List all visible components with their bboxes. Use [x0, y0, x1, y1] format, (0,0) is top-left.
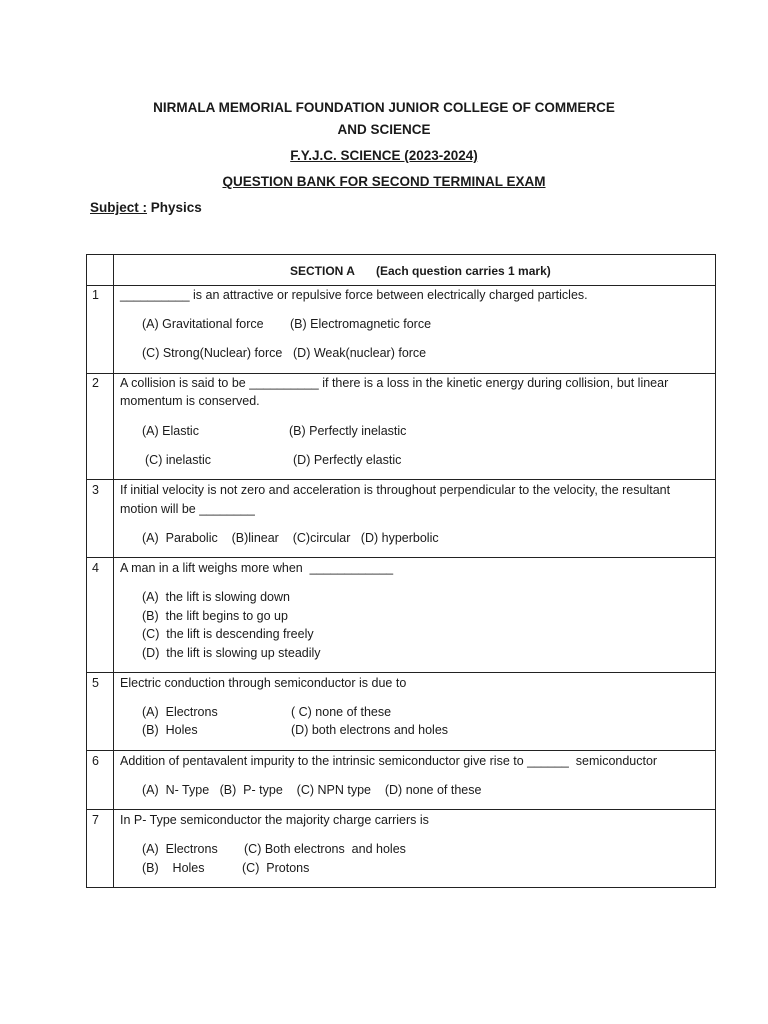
option: (A) the lift is slowing down [142, 590, 290, 604]
question-text: Electric conduction through semiconductor is due to [120, 676, 407, 690]
question-bank-title: QUESTION BANK FOR SECOND TERMINAL EXAM [222, 174, 546, 189]
subject-line [90, 200, 202, 215]
option: (C) the lift is descending freely [142, 627, 314, 641]
option: (A) N- Type (B) P- type (C) NPN type (D) none of these [142, 783, 482, 797]
section-note: (Each question carries 1 mark) [376, 264, 551, 278]
question-number: 3 [92, 483, 99, 497]
question-number: 1 [92, 288, 99, 302]
option: ( C) none of these [291, 705, 392, 719]
option: (B) Holes [142, 723, 198, 737]
option: (A) Electrons [142, 842, 218, 856]
option: (B) Perfectly inelastic [289, 424, 407, 438]
question-text: A collision is said to be __________ if there is a loss in the kinetic energy during collision, but linear [120, 376, 669, 390]
question-text: If initial velocity is not zero and acceleration is throughout perpendicular to the velocity, the resultant [120, 483, 671, 497]
option: (C) Strong(Nuclear) force [142, 346, 283, 360]
section-title: SECTION A [290, 264, 355, 278]
college-name-line2: AND SCIENCE [337, 122, 431, 137]
option: (D) both electrons and holes [291, 723, 449, 737]
question-number: 2 [92, 376, 99, 390]
option: (B) Electromagnetic force [290, 317, 432, 331]
option: (A) Parabolic (B)linear (C)circular (D) hyperbolic [142, 531, 439, 545]
option: (C) inelastic [145, 453, 211, 467]
college-name-line1: NIRMALA MEMORIAL FOUNDATION JUNIOR COLLEGE OF COMMERCE [153, 100, 615, 115]
option: (B) the lift begins to go up [142, 609, 288, 623]
option: (A) Electrons [142, 705, 218, 719]
question-number: 7 [92, 813, 99, 827]
option: (A) Gravitational force [142, 317, 264, 331]
subject-label: Subject : [90, 200, 148, 215]
option: (D) Perfectly elastic [293, 453, 402, 467]
class-year-title: F.Y.J.C. SCIENCE (2023-2024) [290, 148, 478, 163]
question-number: 5 [92, 676, 99, 690]
option: (B) Holes [142, 861, 205, 875]
question-number: 6 [92, 754, 99, 768]
question-text: __________ is an attractive or repulsive force between electrically charged particles. [120, 288, 588, 302]
option: (D) Weak(nuclear) force [293, 346, 427, 360]
question-number: 4 [92, 561, 99, 575]
question-text-cont: motion will be ________ [120, 502, 255, 516]
option: (C) Both electrons and holes [244, 842, 406, 856]
subject-value: Physics [150, 200, 202, 215]
question-text: A man in a lift weighs more when ____________ [120, 561, 394, 575]
question-text: In P- Type semiconductor the majority charge carriers is [120, 813, 429, 827]
question-text-cont: momentum is conserved. [120, 394, 260, 408]
question-text: Addition of pentavalent impurity to the intrinsic semiconductor give rise to ______ semiconductor [120, 754, 658, 768]
option: (C) Protons [242, 861, 310, 875]
option: (A) Elastic [142, 424, 199, 438]
option: (D) the lift is slowing up steadily [142, 646, 321, 660]
